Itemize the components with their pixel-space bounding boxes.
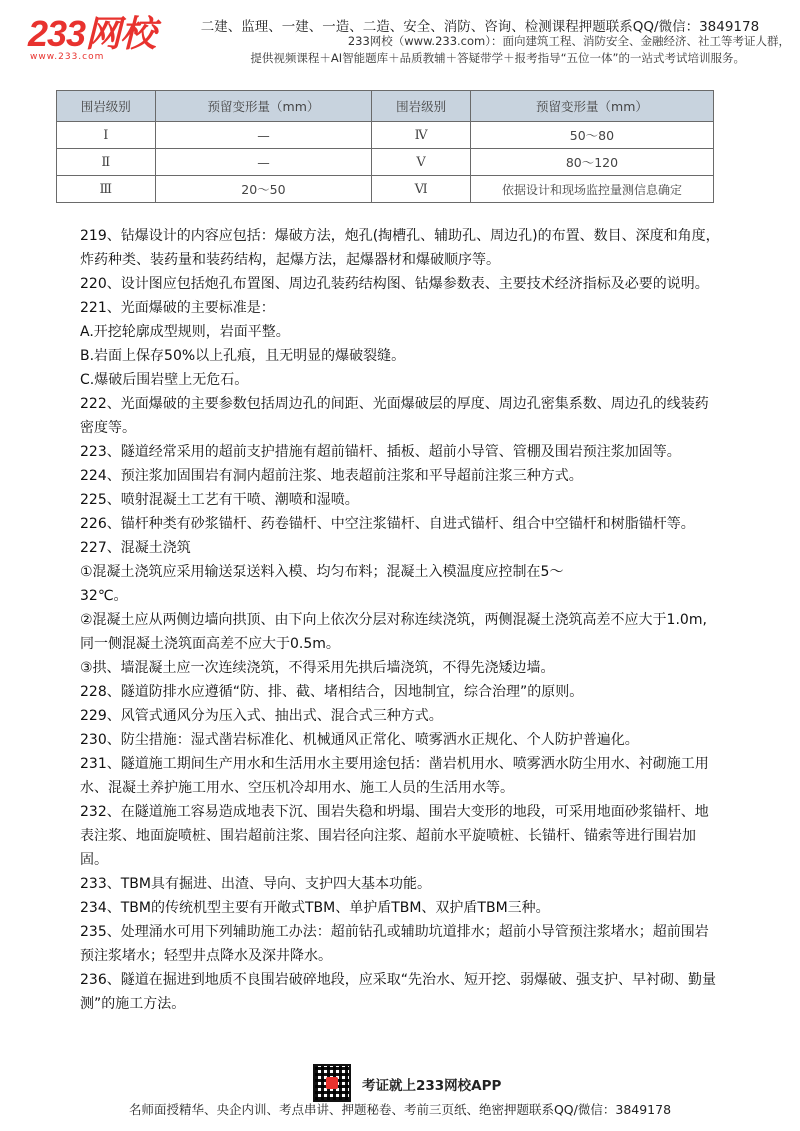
paragraph-227-1: ①混凝土浇筑应采用输送泵送料入模、均匀布料；混凝土入模温度应控制在5～	[80, 564, 564, 580]
footer-app-promo: 考证就上233网校APP	[362, 1078, 502, 1094]
table-cell: Ⅳ	[372, 122, 471, 149]
paragraph-228: 228、隧道防排水应遵循“防、排、截、堵相结合，因地制宜，综合治理”的原则。	[80, 684, 584, 700]
paragraph-221-c: C.爆破后围岩壁上无危石。	[80, 372, 249, 388]
logo-text: 233网校	[28, 13, 156, 54]
paragraph-220: 220、设计图应包括炮孔布置图、周边孔装药结构图、钻爆参数表、主要技术经济指标及必要的说明。	[80, 276, 709, 292]
table-row	[57, 176, 714, 203]
header-intro-line: 233网校（www.233.com）：面向建筑工程、消防安全、金融经济、社工等考证人群，	[347, 34, 790, 48]
table-cell: Ⅲ	[57, 176, 156, 203]
paragraph-229: 229、风管式通风分为压入式、抽出式、混合式三种方式。	[80, 708, 443, 724]
paragraph-223: 223、隧道经常采用的超前支护措施有超前锚杆、插板、超前小导管、管棚及围岩预注浆加固等。	[80, 444, 681, 460]
paragraph-226: 226、锚杆种类有砂浆锚杆、药卷锚杆、中空注浆锚杆、自进式锚杆、组合中空锚杆和树脂锚杆等。	[80, 516, 695, 532]
table-cell: Ⅰ	[57, 122, 156, 149]
table-cell: 50～80	[470, 122, 713, 149]
paragraph-221: 221、光面爆破的主要标准是：	[80, 300, 275, 316]
table-header-row	[57, 91, 714, 122]
paragraph-227-2: ②混凝土应从两侧边墙向拱顶、由下向上依次分层对称连续浇筑，两侧混凝土浇筑高差不应大于1.0m,同一侧混凝土浇筑面高差不应大于0.5m。	[80, 612, 707, 652]
paragraph-225: 225、喷射混凝土工艺有干喷、潮喷和湿喷。	[80, 492, 359, 508]
qr-logo-icon	[326, 1077, 338, 1089]
table-header-cell: 预留变形量（mm）	[155, 91, 372, 122]
table-cell: 80～120	[470, 149, 713, 176]
footer-contact-line: 名师面授精华、央企内训、考点串讲、押题秘卷、考前三页纸、绝密押题联系QQ/微信：3849178	[128, 1102, 672, 1117]
table-cell: Ⅱ	[57, 149, 156, 176]
paragraph-230: 230、防尘措施：湿式凿岩标准化、机械通风正常化、喷雾洒水正规化、个人防护普遍化。	[80, 732, 639, 748]
table-cell: 20～50	[155, 176, 372, 203]
document-body	[80, 224, 720, 1016]
paragraph-219: 219、钻爆设计的内容应包括：爆破方法，炮孔(掏槽孔、辅助孔、周边孔)的布置、数目、深度和角度，炸药种类、装药量和装药结构，起爆方法，起爆器材和爆破顺序等。	[80, 228, 720, 268]
table-header-cell: 预留变形量（mm）	[470, 91, 713, 122]
paragraph-235: 235、处理涌水可用下列辅助施工办法：超前钻孔或辅助坑道排水；超前小导管预注浆堵水；超前围岩预注浆堵水；轻型井点降水及深井降水。	[80, 924, 709, 964]
paragraph-233: 233、TBM具有掘进、出渣、导向、支护四大基本功能。	[80, 876, 431, 892]
table-cell: —	[155, 149, 372, 176]
paragraph-227-3: ③拱、墙混凝土应一次连续浇筑，不得采用先拱后墙浇筑，不得先浇矮边墙。	[80, 660, 555, 676]
page-footer	[0, 1064, 800, 1131]
paragraph-227: 227、混凝土浇筑	[80, 540, 191, 556]
page-header	[0, 0, 800, 70]
header-service-line: 提供视频课程＋AI智能题库＋品质教辅＋答疑带学＋报考指导“五位一体”的一站式考试培训服务。	[250, 51, 745, 65]
paragraph-231: 231、隧道施工期间生产用水和生活用水主要用途包括：凿岩机用水、喷雾洒水防尘用水、衬砌施工用水、混凝土养护施工用水、空压机冷却用水、施工人员的生活用水等。	[80, 756, 709, 796]
table-header-cell: 围岩级别	[57, 91, 156, 122]
deformation-table	[56, 90, 714, 203]
paragraph-221-b: B.岩面上保存50%以上孔痕，且无明显的爆破裂缝。	[80, 348, 406, 364]
brand-logo[interactable]	[28, 13, 156, 54]
paragraph-232: 232、在隧道施工容易造成地表下沉、围岩失稳和坍塌、围岩大变形的地段，可采用地面砂浆锚杆、地表注浆、地面旋喷桩、围岩超前注浆、围岩径向注浆、超前水平旋喷桩、长锚杆、锚索等进行围岩加固。	[80, 804, 709, 868]
logo-subtext: www.233.com	[30, 52, 105, 62]
paragraph-221-a: A.开挖轮廓成型规则，岩面平整。	[80, 324, 290, 340]
table-row	[57, 122, 714, 149]
paragraph-224: 224、预注浆加固围岩有洞内超前注浆、地表超前注浆和平导超前注浆三种方式。	[80, 468, 583, 484]
paragraph-234: 234、TBM的传统机型主要有开敞式TBM、单护盾TBM、双护盾TBM三种。	[80, 900, 550, 916]
paragraph-236: 236、隧道在掘进到地质不良围岩破碎地段，应采取“先治水、短开挖、弱爆破、强支护、早衬砌、勤量测”的施工方法。	[80, 972, 716, 1012]
paragraph-227-1-cont: 32℃。	[80, 588, 128, 604]
paragraph-222: 222、光面爆破的主要参数包括周边孔的间距、光面爆破层的厚度、周边孔密集系数、周边孔的线装药密度等。	[80, 396, 709, 436]
table-cell: 依据设计和现场监控量测信息确定	[470, 176, 713, 203]
table-cell: Ⅵ	[372, 176, 471, 203]
table-cell: Ⅴ	[372, 149, 471, 176]
table-row	[57, 149, 714, 176]
table-cell: —	[155, 122, 372, 149]
header-contact-line: 二建、监理、一建、一造、二造、安全、消防、咨询、检测课程押题联系QQ/微信：3849178	[200, 19, 760, 35]
table-header-cell: 围岩级别	[372, 91, 471, 122]
